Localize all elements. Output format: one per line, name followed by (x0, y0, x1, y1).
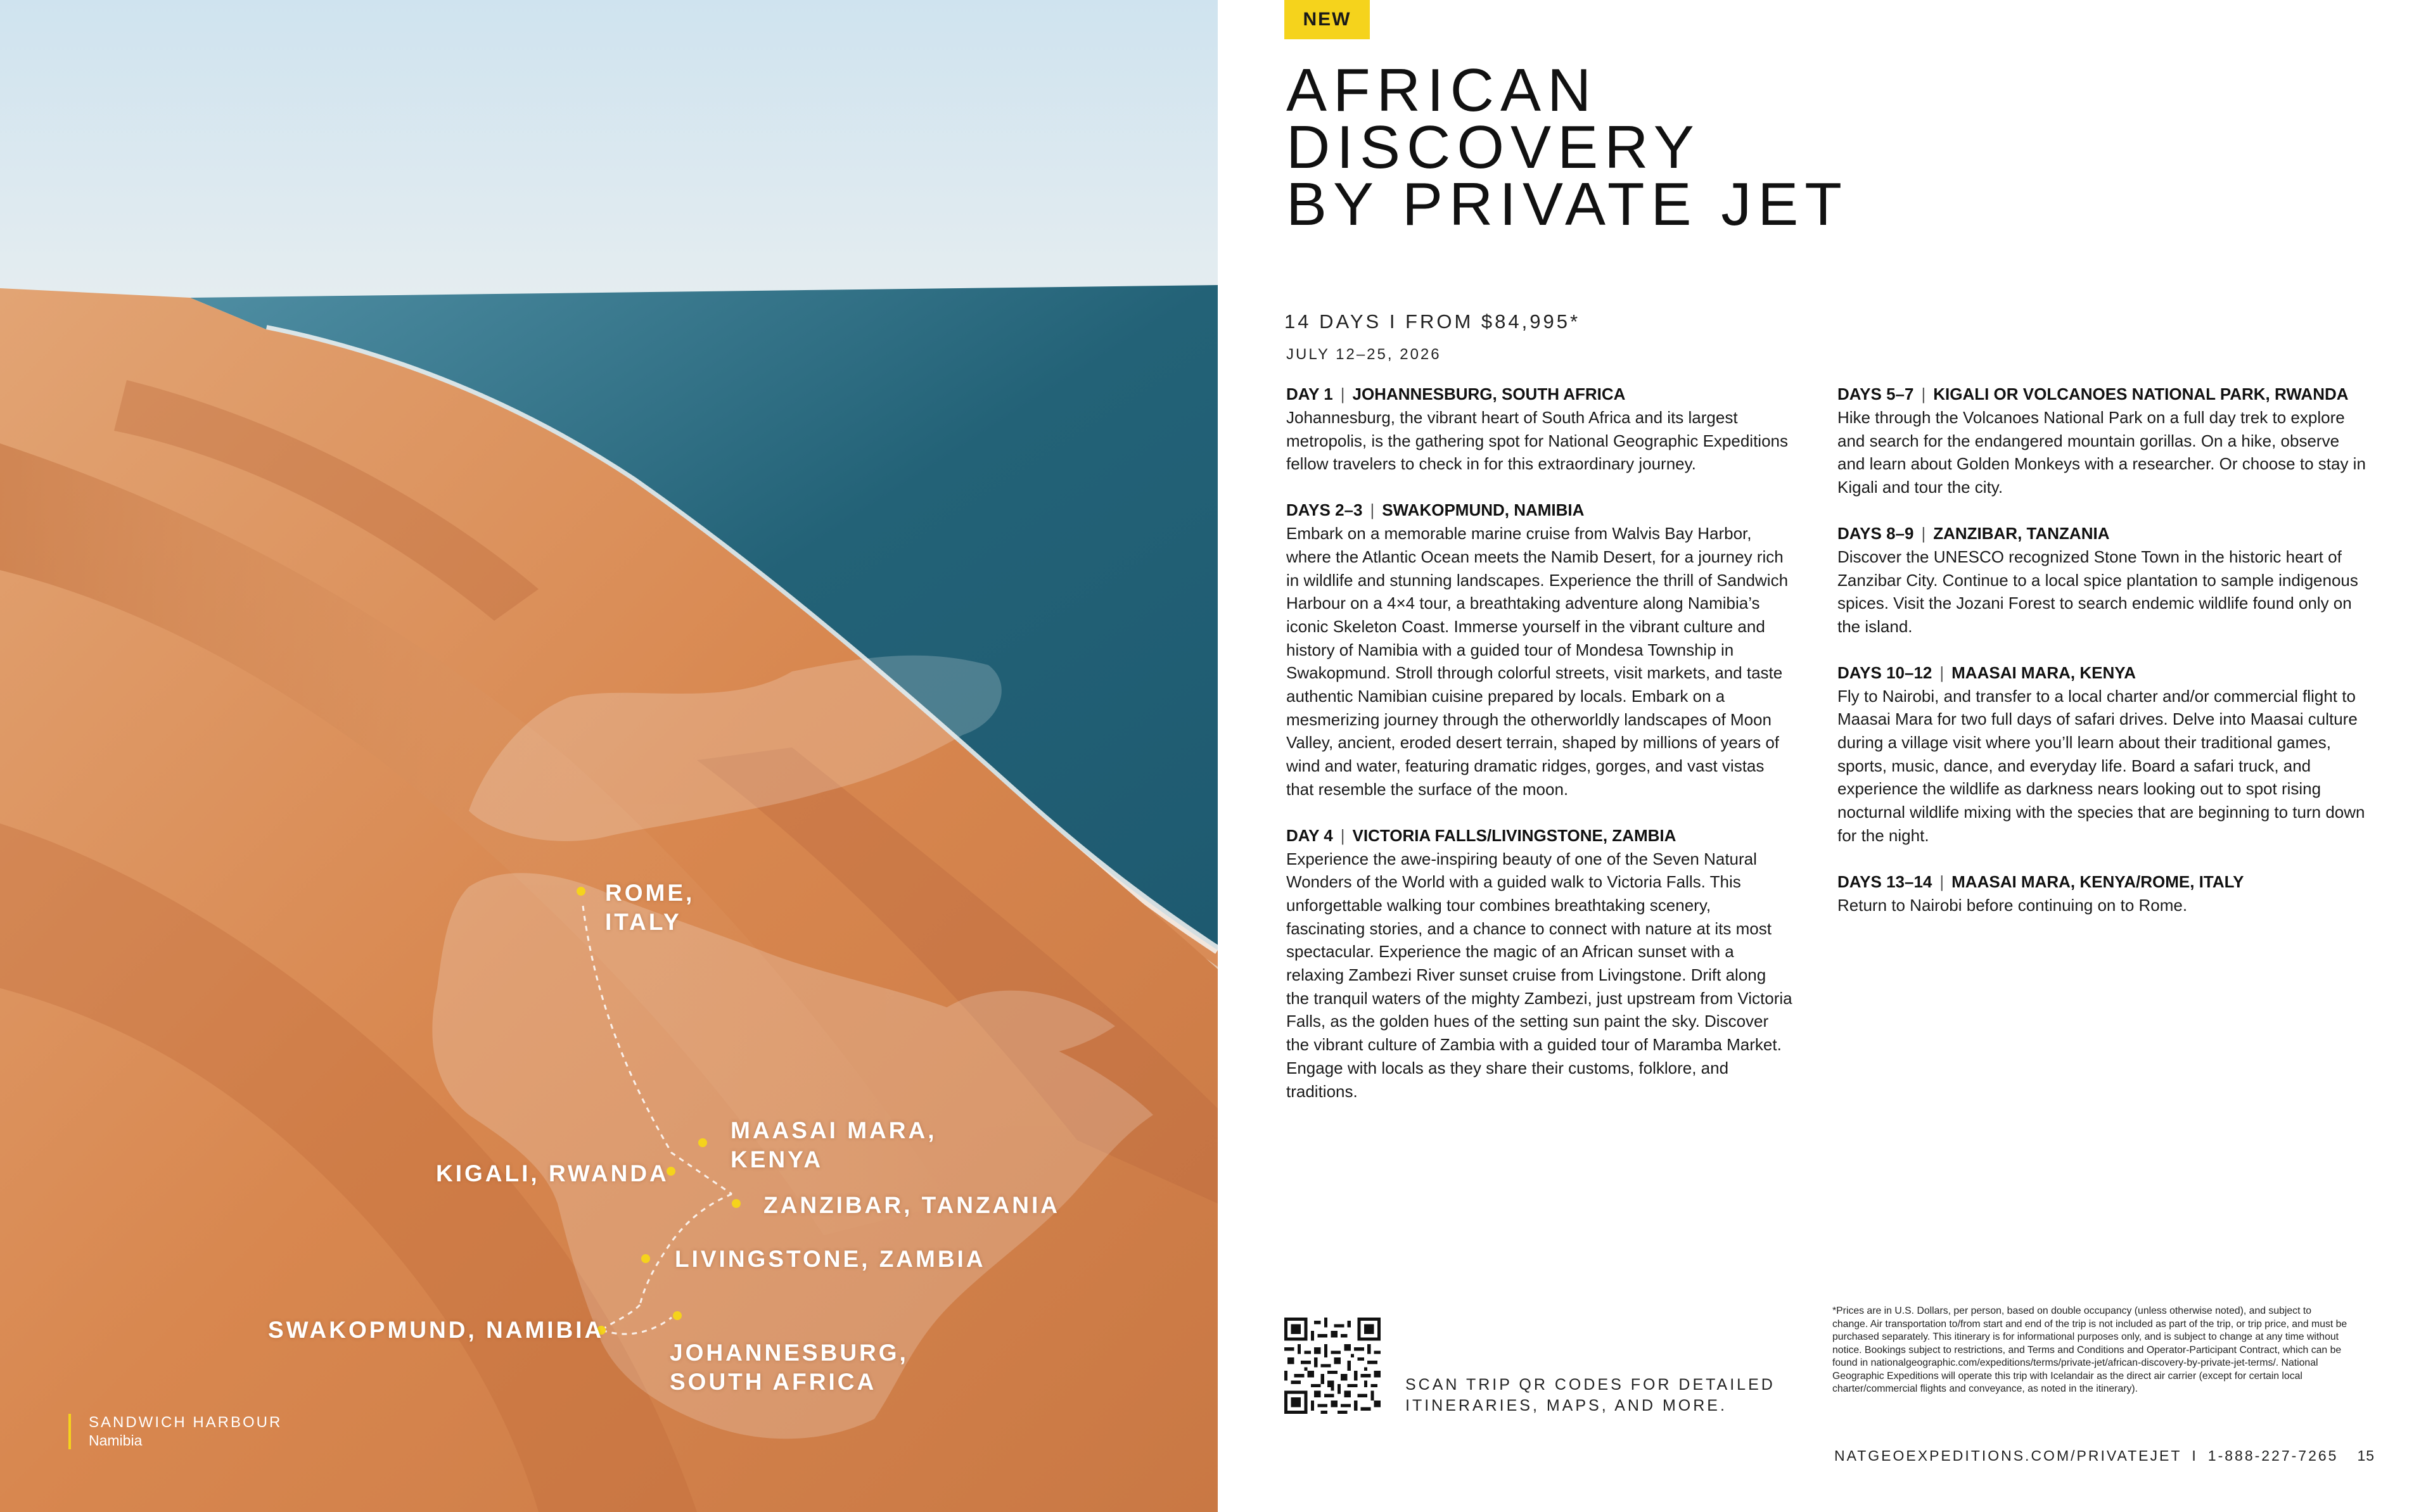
separator: I (2192, 1447, 2198, 1464)
qr-line-2: ITINERARIES, MAPS, AND MORE. (1405, 1397, 1727, 1414)
day-heading (1837, 383, 2370, 406)
map-label-johannesburg (670, 1338, 909, 1397)
day-label: DAYS 13–14 (1837, 872, 1932, 891)
day-label: DAYS 2–3 (1286, 500, 1363, 520)
footer-url[interactable]: NATGEOEXPEDITIONS.COM/PRIVATEJET (1834, 1447, 2182, 1464)
day-label: DAYS 5–7 (1837, 384, 1914, 403)
qr-instructions (1405, 1375, 1775, 1416)
title-line-3: BY PRIVATE JET (1286, 170, 1848, 238)
separator: | (1921, 523, 1926, 543)
title-line-1: AFRICAN (1286, 56, 1598, 124)
caption-location: SANDWICH HARBOUR (89, 1414, 283, 1431)
map-dot-livingstone (641, 1254, 650, 1263)
map-label-rome (605, 879, 694, 937)
johannesburg-line2: SOUTH AFRICA (670, 1369, 877, 1395)
day-description: Embark on a memorable marine cruise from Walvis Bay Harbor, where the Atlantic Ocean meets the Namib Desert, for a journey rich in wildlife and stunning landscapes. Experience the thrill of Sandwich Harbour on a 4×4 tour, a breathtaking adventure along Namibia’s iconic Skeleton Coast. Immerse yourself in the vibrant culture and history of Namibia with a guided tour of Mondesa Township in Swakopmund. Stroll through colorful streets, visit markets, and taste authentic Namibian cuisine prepared by locals. Embark on a mesmerizing journey through the otherworldly landscapes of Moon Valley, ancient, eroded desert terrain, shaped by millions of years of wind and water, featuring dramatic ridges, gorges, and vast vistas that resemble the surface of the moon. (1286, 524, 1789, 799)
map-label-swakopmund: SWAKOPMUND, NAMIBIA (268, 1317, 604, 1343)
caption-country: Namibia (89, 1432, 143, 1449)
johannesburg-line1: JOHANNESBURG, (670, 1340, 909, 1366)
day-description: Discover the UNESCO recognized Stone Town in the historic heart of Zanzibar City. Continue to a local spice plantation to sample indigenous spices. Visit the Jozani Forest to search endemic wildlife found only on the island. (1837, 547, 2358, 636)
day-place: KIGALI OR VOLCANOES NATIONAL PARK, RWANDA (1933, 384, 2349, 403)
qr-code-icon[interactable] (1284, 1318, 1381, 1414)
day-description: Johannesburg, the vibrant heart of South Africa and its largest metropolis, is the gathering spot for National Geographic Expeditions fellow travelers to check in for this extraordinary journey. (1286, 408, 1788, 474)
separator: | (1921, 384, 1926, 403)
itinerary-day (1837, 661, 2370, 848)
day-label: DAY 1 (1286, 384, 1333, 403)
page-number: 15 (2357, 1447, 2375, 1464)
itinerary-day (1286, 499, 1793, 801)
itinerary-day (1286, 383, 1793, 476)
footer-phone[interactable]: 1-888-227-7265 (2207, 1447, 2339, 1464)
map-label-zanzibar: ZANZIBAR, TANZANIA (763, 1192, 1060, 1218)
trip-dates: JULY 12–25, 2026 (1286, 346, 1441, 363)
day-description: Experience the awe-inspiring beauty of one of the Seven Natural Wonders of the World with a guided walk to Victoria Falls. This unforgettable walking tour combines breathtaking scenery, fascinating stories, and a chance to connect with nature at its most spectacular. Experience the magic of an African sunset with a relaxing Zambezi River sunset cruise from Livingstone. Drift along the tranquil waters of the mighty Zambezi, just upstream from Victoria Falls, as the golden hues of the setting sun paint the sky. Discover the vibrant culture of Zambia with a guided tour of Maramba Market. Engage with locals as they share their customs, folklore, and traditions. (1286, 849, 1792, 1101)
itinerary-day (1286, 824, 1793, 1103)
day-heading (1286, 499, 1793, 522)
itinerary-column-1 (1286, 383, 1793, 1126)
maasai-line1: MAASAI MARA, (731, 1117, 937, 1143)
map-dot-johannesburg (673, 1311, 682, 1320)
separator: | (1340, 825, 1345, 845)
map-dot-maasai (698, 1138, 707, 1147)
day-place: MAASAI MARA, KENYA/ROME, ITALY (1951, 872, 2244, 891)
title-line-2: DISCOVERY (1286, 113, 1701, 181)
day-heading (1837, 522, 2370, 545)
map-label-kigali: KIGALI, RWANDA (436, 1160, 669, 1186)
new-badge: NEW (1284, 0, 1370, 39)
day-place: SWAKOPMUND, NAMIBIA (1382, 500, 1585, 520)
day-label: DAYS 10–12 (1837, 663, 1932, 682)
day-heading (1286, 383, 1793, 406)
itinerary-day (1837, 522, 2370, 638)
map-dot-zanzibar (732, 1199, 741, 1208)
day-label: DAY 4 (1286, 825, 1333, 845)
day-description: Fly to Nairobi, and transfer to a local charter and/or commercial flight to Maasai Mara for two full days of safari drives. Delve into Maasai culture during a village visit where you’ll learn about their traditional games, sports, music, dance, and everyday life. Board a safari truck, and experience the wildlife as darkness nears looking out to spot rising nocturnal wildlife mixing with the species that are beginning to turn down for the night. (1837, 686, 2365, 845)
itinerary-day (1837, 870, 2370, 917)
maasai-line2: KENYA (731, 1147, 824, 1172)
day-heading (1837, 870, 2370, 894)
day-place: JOHANNESBURG, SOUTH AFRICA (1352, 384, 1626, 403)
day-label: DAYS 8–9 (1837, 523, 1914, 543)
rome-line1: ROME, (605, 880, 695, 906)
separator: | (1370, 500, 1375, 520)
day-heading (1837, 661, 2370, 685)
separator: | (1939, 663, 1944, 682)
photo-caption (68, 1414, 282, 1449)
page-title (1286, 56, 1920, 238)
itinerary-day (1837, 383, 2370, 499)
day-place: MAASAI MARA, KENYA (1951, 663, 2136, 682)
rome-line2: ITALY (605, 909, 682, 935)
day-place: VICTORIA FALLS/LIVINGSTONE, ZAMBIA (1352, 825, 1676, 845)
map-label-livingstone: LIVINGSTONE, ZAMBIA (675, 1246, 986, 1272)
page-footer (1834, 1447, 2375, 1464)
day-description: Return to Nairobi before continuing on to Rome. (1837, 895, 2188, 915)
day-heading (1286, 824, 1793, 848)
map-dot-rome (577, 887, 585, 896)
separator: | (1939, 872, 1944, 891)
map-label-maasai (731, 1116, 936, 1174)
separator: | (1340, 384, 1345, 403)
trip-summary: 14 DAYS I FROM $84,995* (1284, 310, 1581, 333)
day-description: Hike through the Volcanoes National Park on a full day trek to explore and search for the endangered mountain gorillas. On a hike, observe and learn about Golden Monkeys with a researcher. Or choose to stay in Kigali and tour the city. (1837, 408, 2366, 497)
itinerary-column-2 (1837, 383, 2370, 939)
day-place: ZANZIBAR, TANZANIA (1933, 523, 2110, 543)
qr-line-1: SCAN TRIP QR CODES FOR DETAILED (1405, 1376, 1775, 1394)
fine-print: *Prices are in U.S. Dollars, per person, based on double occupancy (unless otherwise noted), and subject to change. Air transportation to/from start and end of the trip is not included as part of the trip, or trip price, and must be purchased separately. This itinerary is for informational purposes only, and is subject to change at any time without notice. Bookings subject to restrictions, and Terms and Conditions and Operator-Participant Contract, which can be found in nationalgeographic.com/expeditions/terms/private-jet/african-discovery-by-private-jet-terms/. National Geographic Expeditions will operate this trip with Icelandair as the direct air carrier (except for certain local charter/commercial flights and conveyance, as noted in the itinerary). (1832, 1306, 2347, 1394)
